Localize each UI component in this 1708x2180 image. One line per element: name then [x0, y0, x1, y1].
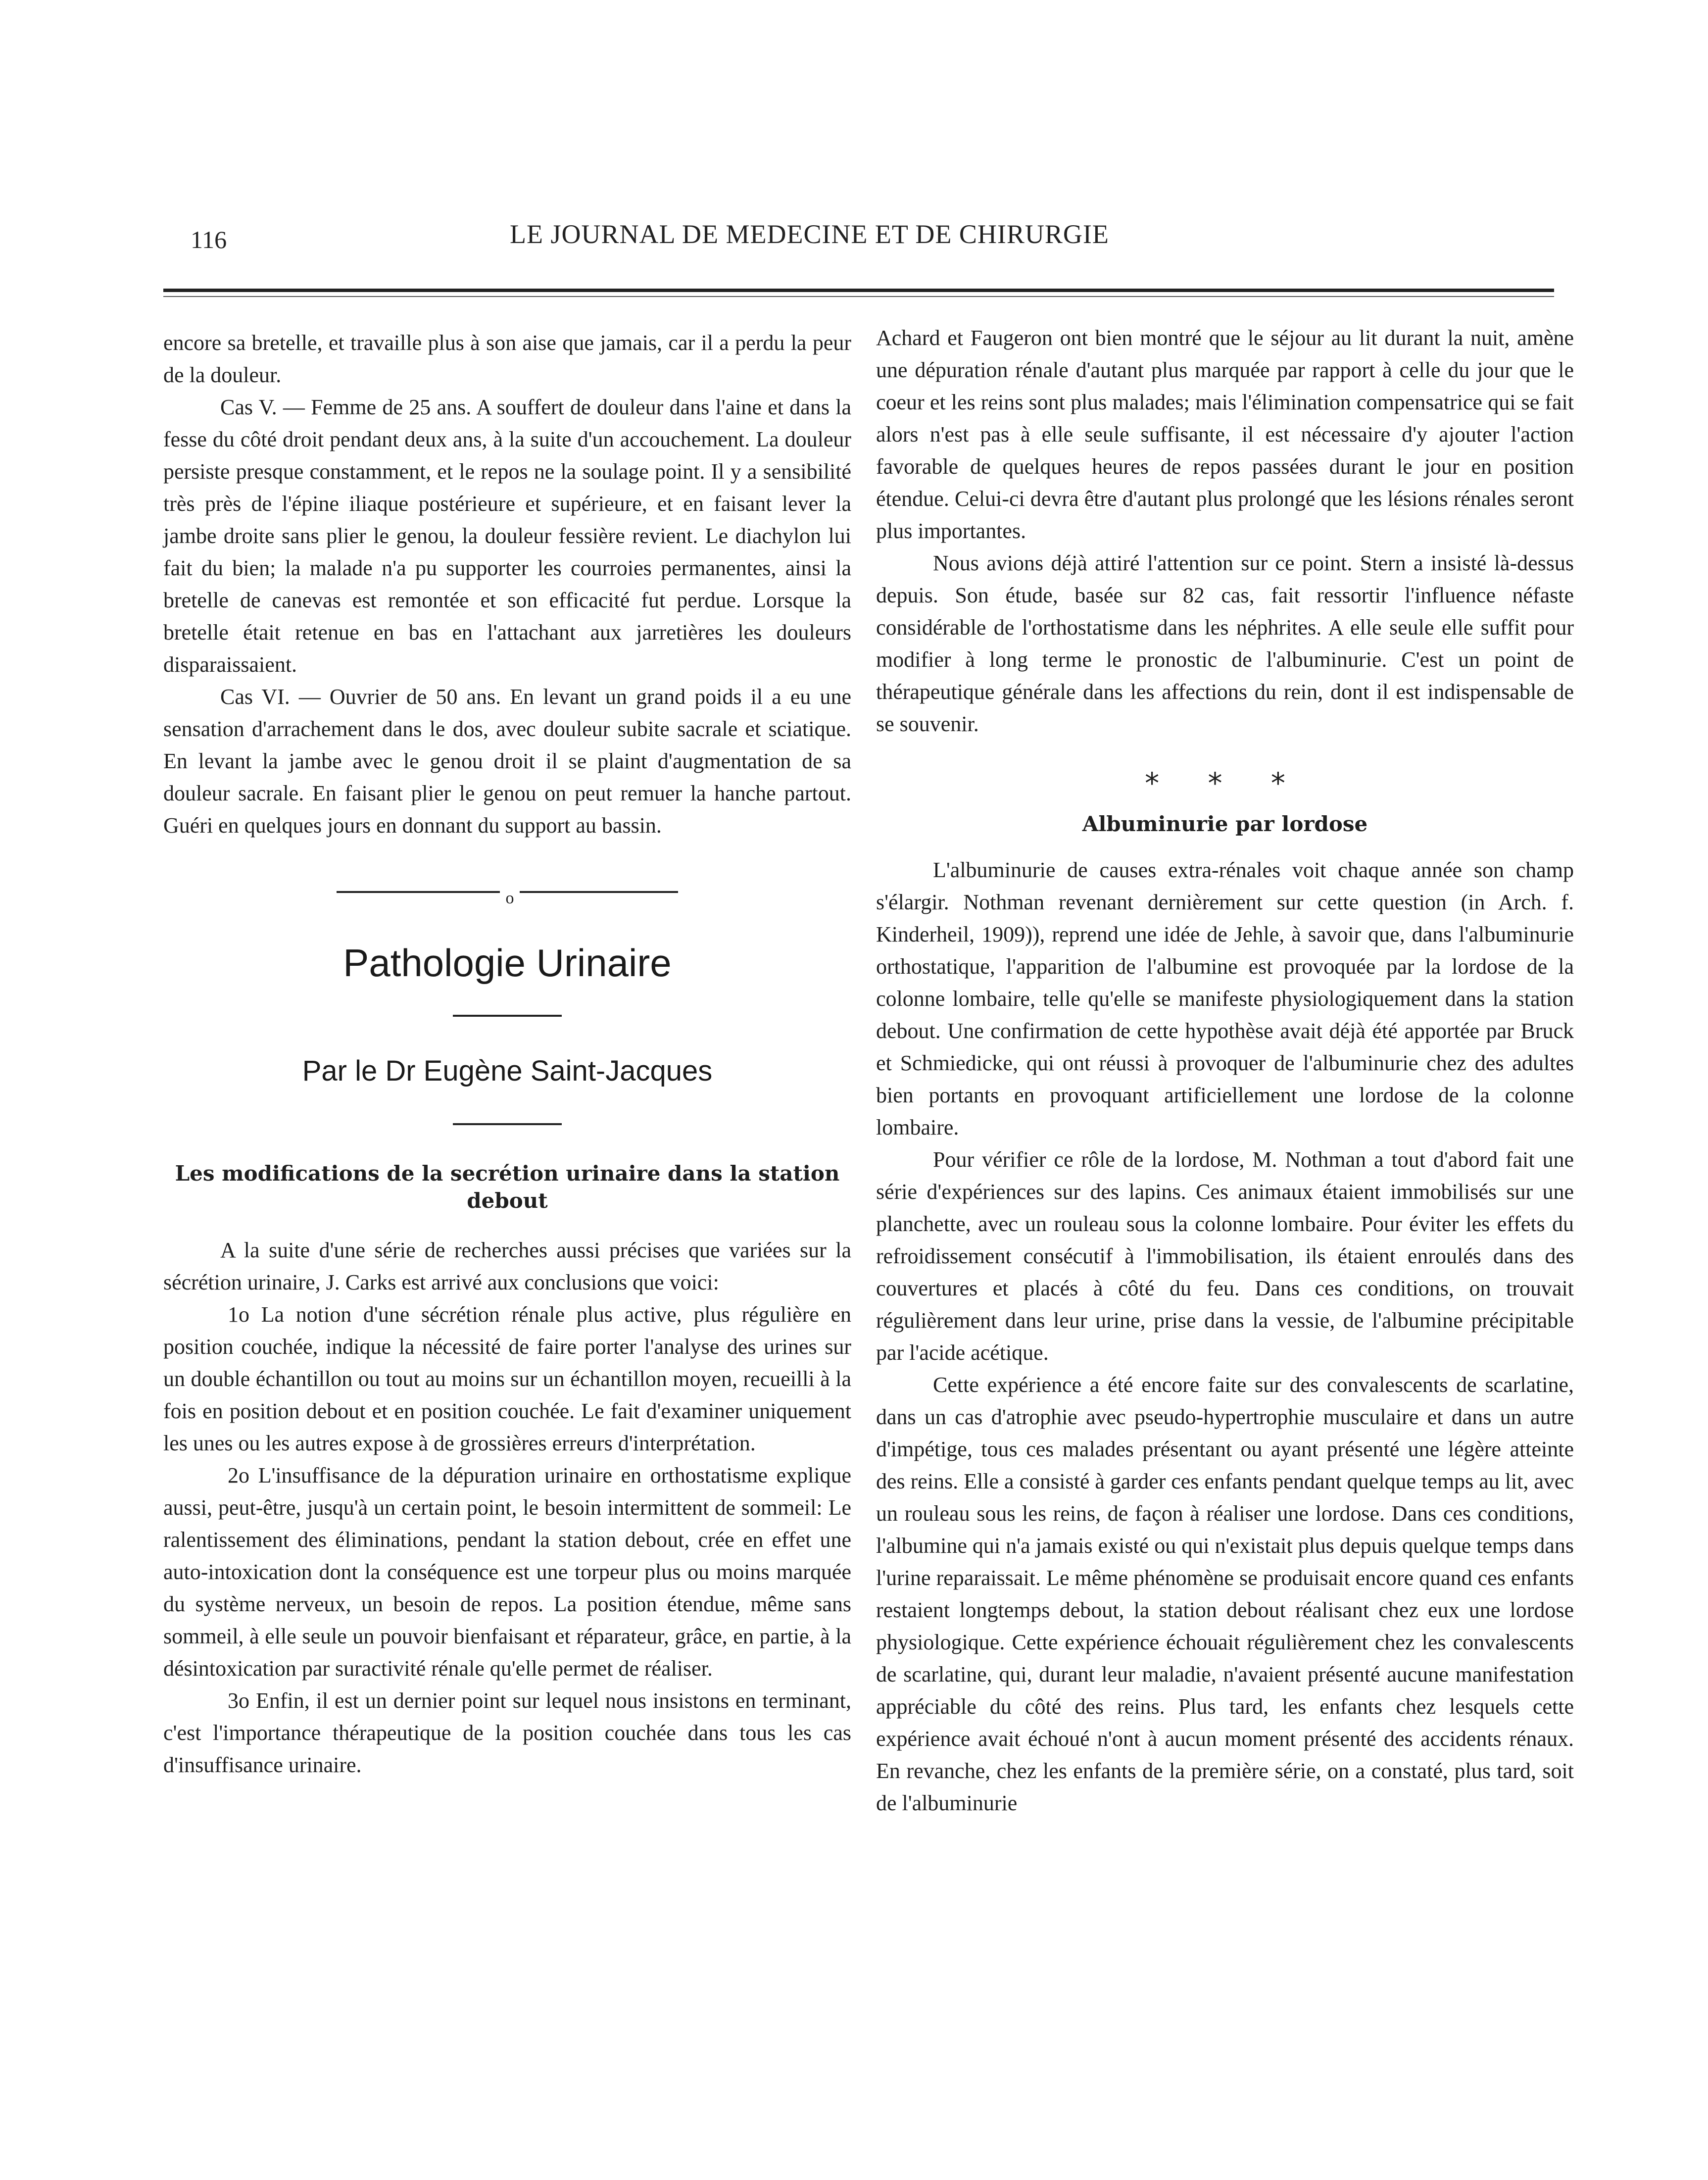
paragraph: A la suite d'une série de recherches aussi précises que variées sur la sécrétion urinaire, J. Carks est arrivé aux conclusions que voici:	[163, 1238, 851, 1294]
paragraph: 2o L'insuffisance de la dépuration urinaire en orthostatisme explique aussi, peut-être, jusqu'à un certain point, le besoin intermittent de sommeil: Le ralentissement des éliminations, pendant la station debout, crée en effet une auto-intoxication dont la conséquence est une torpeur plus ou moins marquée du système nerveux, un besoin de repos. La position étendue, même sans sommeil, à elle seule un pouvoir bienfaisant et réparateur, grâce, en partie, à la désintoxication par suractivité rénale qu'elle permet de réaliser.	[163, 1463, 851, 1681]
paragraph: Cette expérience a été encore faite sur des convalescents de scarlatine, dans un cas d'atrophie avec pseudo-hypertrophie musculaire et dans un autre d'impétige, tous ces malades présentant ou ayant présenté une légère atteinte des reins. Elle a consisté à garder ces enfants pendant quelque temps au lit, avec un rouleau sous les reins, de façon à réaliser une lordose. Dans ces conditions, l'albumine qui n'a jamais existé ou qui n'existait plus depuis quelque temps dans l'urine reparaissait. Le même phénomène se produisait encore quand ces enfants restaient longtemps debout, la station debout réalisant chez eux une lordose physiologique. Cette expérience échouait régulièrement chez les convalescents de scarlatine, qui, durant leur maladie, n'avaient présenté aucune manifestation appréciable du côté des reins. Plus tard, les enfants chez lesquels cette expérience avait échoué n'ont à aucun moment présenté des accidents rénaux. En revanche, chez les enfants de la première série, on a constaté, plus tard, soit de l'albuminurie	[876, 1373, 1574, 1815]
section-title: Pathologie Urinaire	[343, 941, 672, 985]
right-column	[876, 322, 1574, 1819]
article-heading: Les modifications de la secrétion urinaire dans la station debout	[175, 1161, 840, 1213]
paragraph: 3o Enfin, il est un dernier point sur lequel nous insistons en terminant, c'est l'importance thérapeutique de la position couchée dans tous les cas d'insuffisance urinaire.	[163, 1688, 851, 1777]
paragraph: encore sa bretelle, et travaille plus à son aise que jamais, car il a perdu la peur de la douleur.	[163, 331, 851, 387]
paragraph: Pour vérifier ce rôle de la lordose, M. Nothman a tout d'abord fait une série d'expériences sur des lapins. Ces animaux étaient immobilisés sur une planchette, avec un rouleau sous la colonne lombaire. Pour éviter les effets du refroidissement consécutif à l'immobilisation, ils étaient enroulés dans des couvertures et placés à côté du feu. Dans ces conditions, on trouvait régulièrement dans leur urine, prise dans la vessie, de l'albumine précipitable par l'acide acétique.	[876, 1147, 1574, 1365]
paragraph: Cas V. — Femme de 25 ans. A souffert de douleur dans l'aine et dans la fesse du côté droit pendant deux ans, à la suite d'un accouchement. La douleur persiste presque constamment, et le repos ne la soulage point. Il y a sensibilité très près de l'épine iliaque postérieure et supérieure, et en faisant lever la jambe droite sans plier le genou, la douleur fessière revient. Le diachylon lui fait du bien; la malade n'a pu supporter les courroies permanentes, ainsi la bretelle de canevas est remontée et son efficacité fut perdue. Lorsque la bretelle était retenue en bas en l'attachant aux jarretières les douleurs disparaissaient.	[163, 395, 851, 677]
author-rule	[453, 1123, 562, 1125]
paragraph: Cas VI. — Ouvrier de 50 ans. En levant un grand poids il a eu une sensation d'arrachement dans le dos, avec douleur subite sacrale et sciatique. En levant la jambe avec le genou droit il se plaint d'augmentation de sa douleur sacrale. En faisant plier le genou on peut remuer la hanche partout. Guéri en quelques jours en donnant du support au bassin.	[163, 685, 851, 838]
title-rule	[453, 1015, 562, 1017]
section-stars: * * *	[1145, 766, 1305, 800]
header-rule	[163, 289, 1554, 292]
paragraph: L'albuminurie de causes extra-rénales voit chaque année son champ s'élargir. Nothman revenant dernièrement sur cette question (in Arch. f. Kinderheil, 1909)), reprend une idée de Jehle, à savoir que, dans l'albuminurie orthostatique, l'apparition de l'albumine est provoquée par la lordose de la colonne lombaire, telle qu'elle se manifeste physiologiquement dans la station debout. Une confirmation de cette hypothèse avait déjà été apportée par Bruck et Schmiedicke, qui ont réussi à provoquer de l'albuminurie chez des adultes bien portants en provoquant artificiellement une lordose de la colonne lombaire.	[876, 858, 1574, 1140]
divider-mark: o	[500, 882, 520, 914]
left-column	[163, 327, 851, 1781]
ornament-divider	[163, 876, 851, 906]
paragraph: Achard et Faugeron ont bien montré que le séjour au lit durant la nuit, amène une dépuration rénale d'autant plus marquée par rapport à celle du jour que le coeur et les reins sont plus malades; mais l'élimination compensatrice qui se fait alors n'est pas à elle seule suffisante, il est nécessaire d'y ajouter l'action favorable de quelques heures de repos passées durant le jour en position étendue. Celui-ci devra être d'autant plus prolongé que les lésions rénales seront plus importantes.	[876, 326, 1574, 543]
author-line: Par le Dr Eugène Saint-Jacques	[302, 1055, 713, 1087]
paragraph: Nous avions déjà attiré l'attention sur ce point. Stern a insisté là-dessus depuis. Son étude, basée sur 82 cas, fait ressortir l'influence néfaste considérable de l'orthostatisme dans les néphrites. A elle seule elle suffit pour modifier à long terme le pronostic de l'albuminurie. C'est un point de thérapeutique générale dans les affections du rein, dont il est indispensable de se souvenir.	[876, 551, 1574, 736]
running-title: LE JOURNAL DE MEDECINE ET DE CHIRURGIE	[510, 219, 1109, 249]
paragraph: 1o La notion d'une sécrétion rénale plus active, plus régulière en position couchée, indique la nécessité de faire porter l'analyse des urines sur un double échantillon ou tout au moins sur un échantillon moyen, recueilli à la fois en position debout et en position couchée. Le fait d'examiner uniquement les unes ou les autres expose à de grossières erreurs d'interprétation.	[163, 1302, 851, 1455]
subheading: Albuminurie par lordose	[1082, 812, 1368, 836]
header-rule-thin	[163, 296, 1554, 297]
page-number: 116	[191, 226, 227, 253]
